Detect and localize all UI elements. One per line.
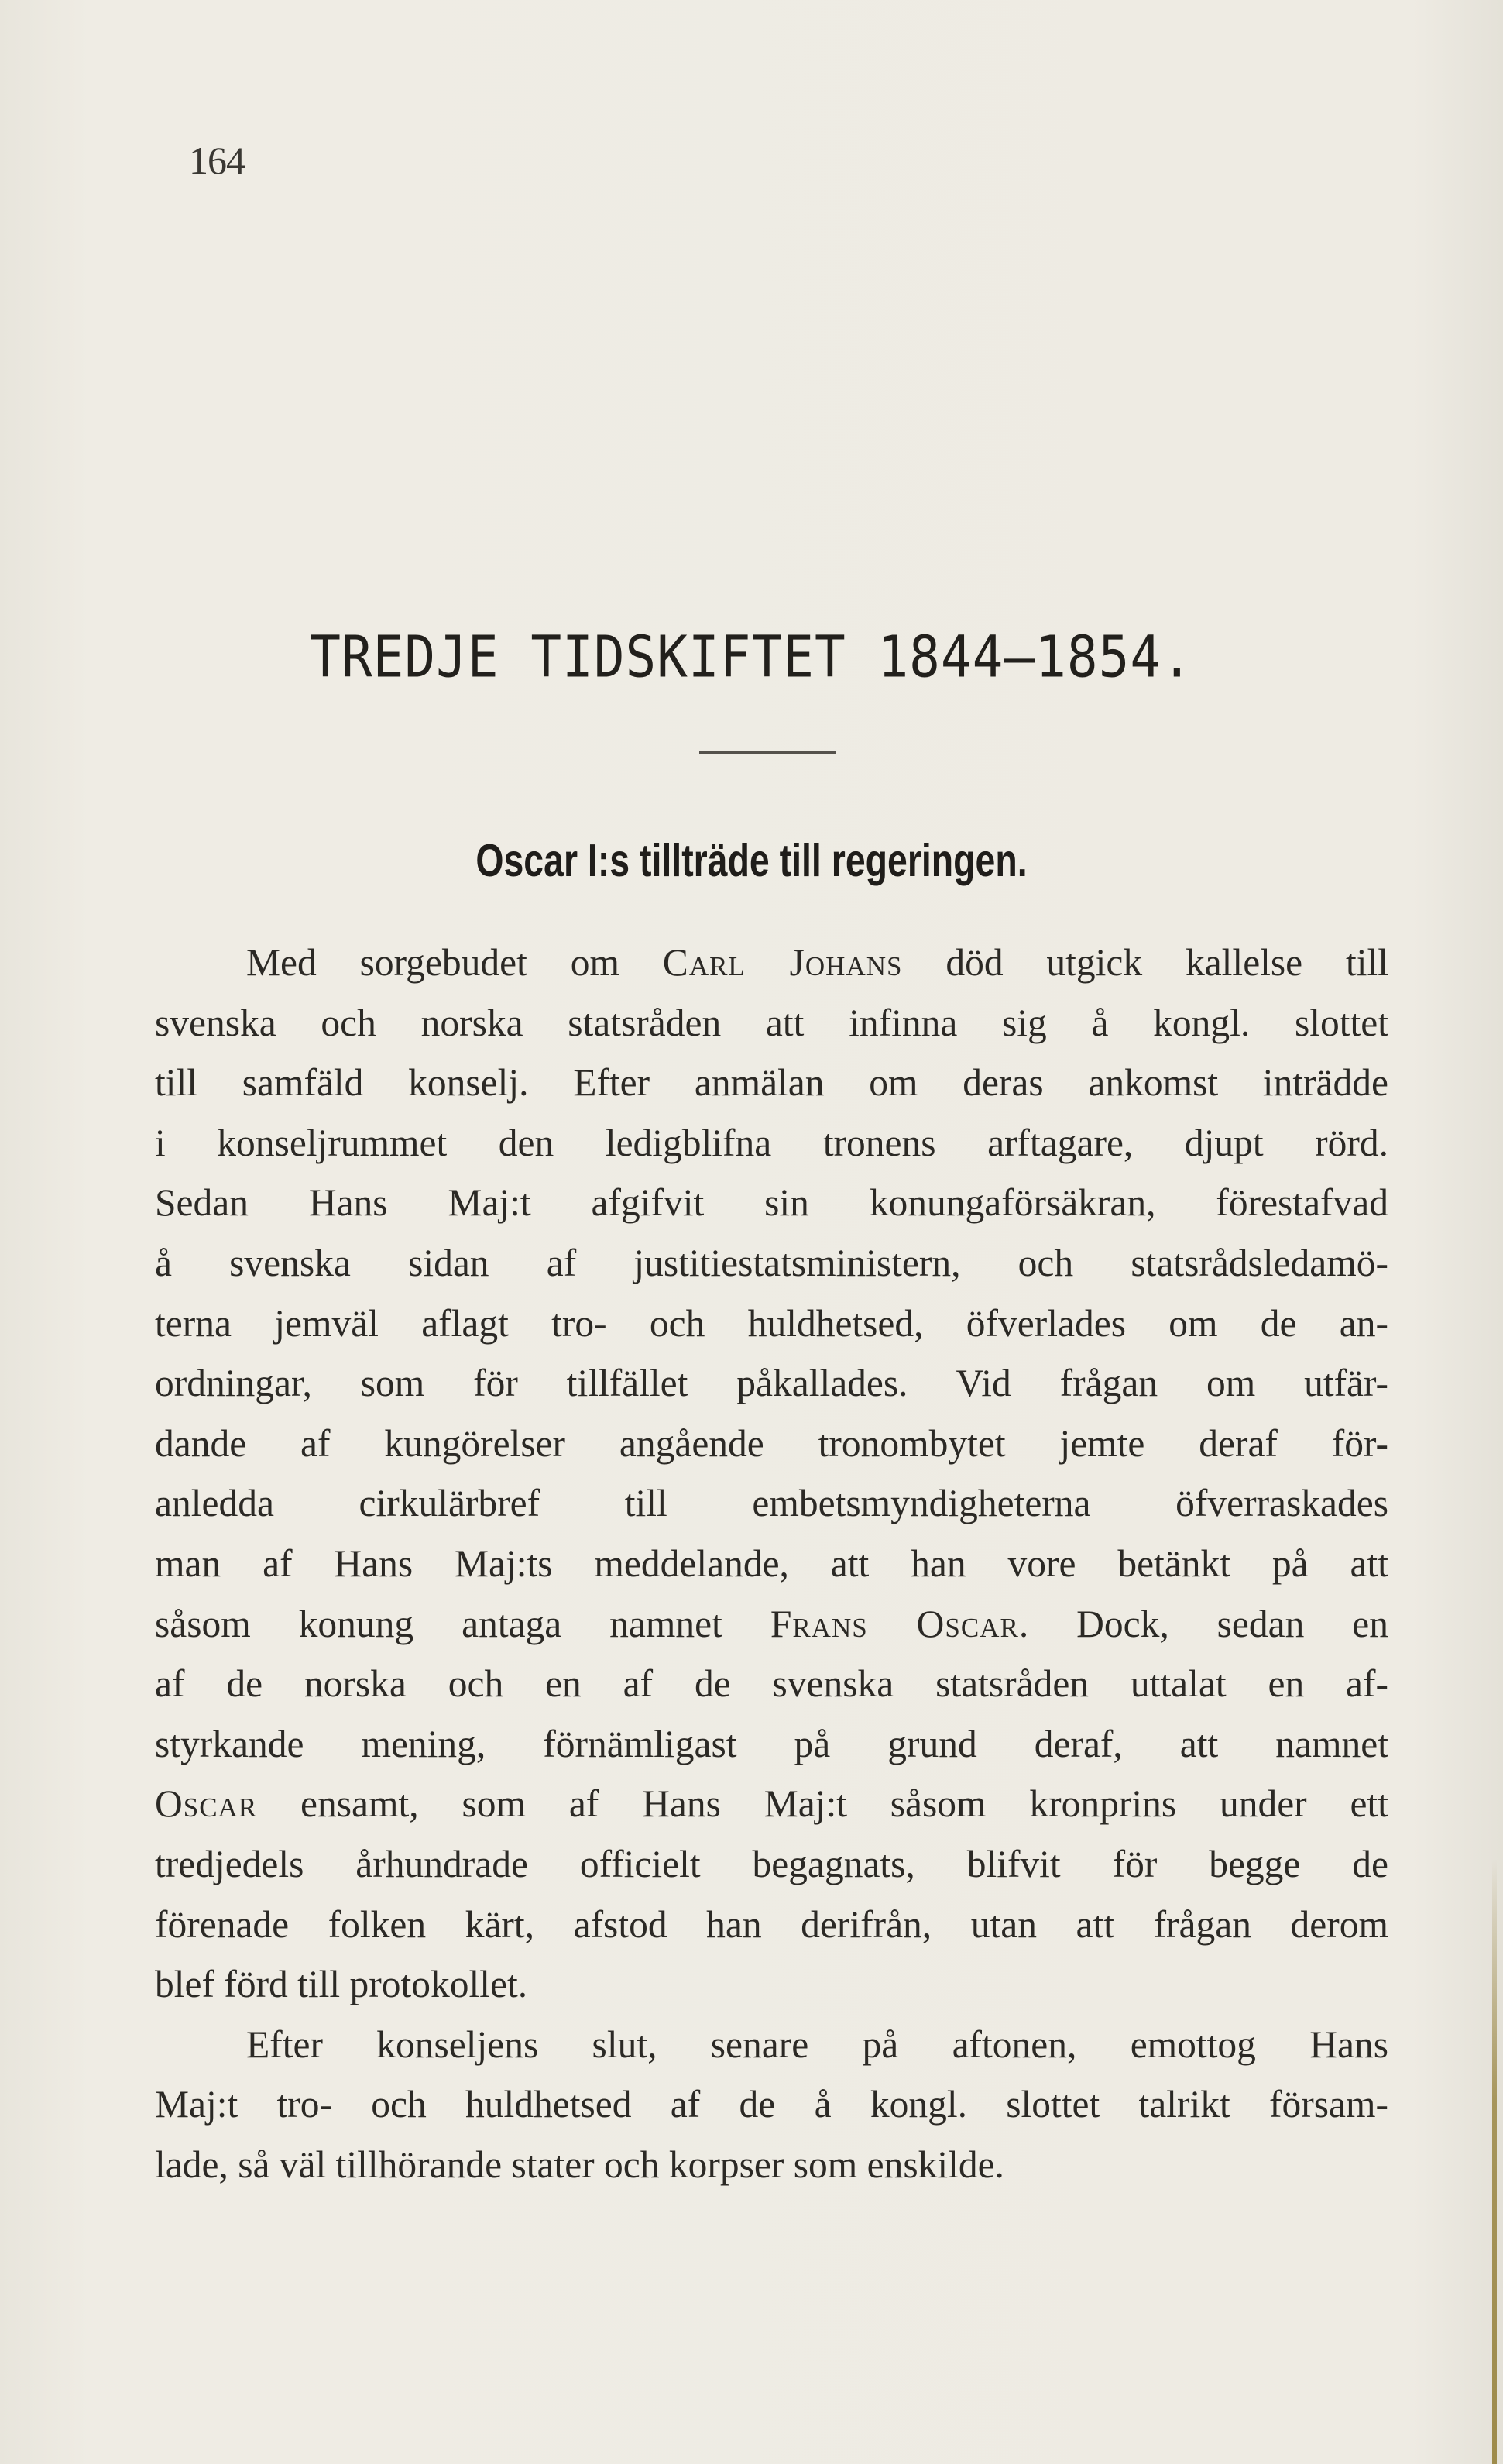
- section-title: TREDJE TIDSKIFTET 1844—1854.: [310, 624, 1193, 691]
- text-line: terna jemväl aflagt tro- och huldhetsed, öfverlades om de an-: [155, 1301, 1388, 1345]
- text-line: till samfäld konselj. Efter anmälan om deras ankomst inträdde: [155, 1061, 1388, 1105]
- body-text: [155, 933, 1388, 2194]
- text-line: förenade folken kärt, afstod han derifrån, utan att frågan derom: [155, 1902, 1388, 1946]
- paragraph-2: [155, 2015, 1388, 2195]
- text-line: dande af kungörelser angående tronombytet jemte deraf för-: [155, 1421, 1388, 1465]
- text-line: svenska och norska statsråden att infinna sig å kongl. slottet: [155, 1001, 1388, 1044]
- text-segment: . Dock, sedan en: [1018, 1602, 1388, 1645]
- text-line: [155, 1594, 1388, 1655]
- text-line: tredjedels århundrade officielt begagnats, blifvit för begge de: [155, 1842, 1388, 1885]
- text-segment: ensamt, som af Hans Maj:t såsom kronprins under ett: [257, 1782, 1388, 1826]
- paragraph-1: [155, 933, 1388, 2015]
- text-line: af de norska och en af de svenska statsråden uttalat en af-: [155, 1662, 1388, 1706]
- text-line: Sedan Hans Maj:t afgifvit sin konungaförsäkran, förestafvad: [155, 1181, 1388, 1225]
- text-line: Maj:t tro- och huldhetsed af de å kongl. slottet talrikt försam-: [155, 2083, 1388, 2126]
- text-line: i konseljrummet den ledigblifna tronens arftagare, djupt rörd.: [155, 1121, 1388, 1164]
- page-number: 164: [189, 139, 245, 182]
- page-edge-shadow: [1492, 1859, 1497, 2464]
- text-line: å svenska sidan af justitiestatsministern, och statsrådsledamö-: [155, 1241, 1388, 1284]
- text-line: man af Hans Maj:ts meddelande, att han vore betänkt på att: [155, 1541, 1388, 1585]
- text-segment: död utgick kallelse till: [902, 941, 1388, 984]
- person-name: Oscar: [155, 1782, 258, 1826]
- heading-divider: [699, 751, 836, 754]
- text-line: anledda cirkulärbref till embetsmyndigheterna öfverraskades: [155, 1482, 1388, 1525]
- text-line: styrkande mening, förnämligast på grund deraf, att namnet: [155, 1722, 1388, 1765]
- text-line: [155, 933, 1388, 993]
- text-segment: Med sorgebudet om: [246, 941, 663, 984]
- person-name: Carl Johans: [662, 941, 903, 984]
- text-line: Efter konseljens slut, senare på aftonen, emottog Hans: [246, 2022, 1388, 2066]
- text-line: lade, så väl tillhörande stater och korpser som enskilde.: [155, 2143, 1004, 2186]
- text-line: [155, 1774, 1388, 1834]
- text-line: ordningar, som för tillfället påkallades. Vid frågan om utfär-: [155, 1362, 1388, 1405]
- chapter-heading: Oscar I:s tillträde till regeringen.: [475, 835, 1028, 886]
- text-segment: såsom konung antaga namnet: [155, 1602, 770, 1645]
- person-name: Frans Oscar: [770, 1602, 1019, 1645]
- text-line: blef förd till protokollet.: [155, 1963, 528, 2006]
